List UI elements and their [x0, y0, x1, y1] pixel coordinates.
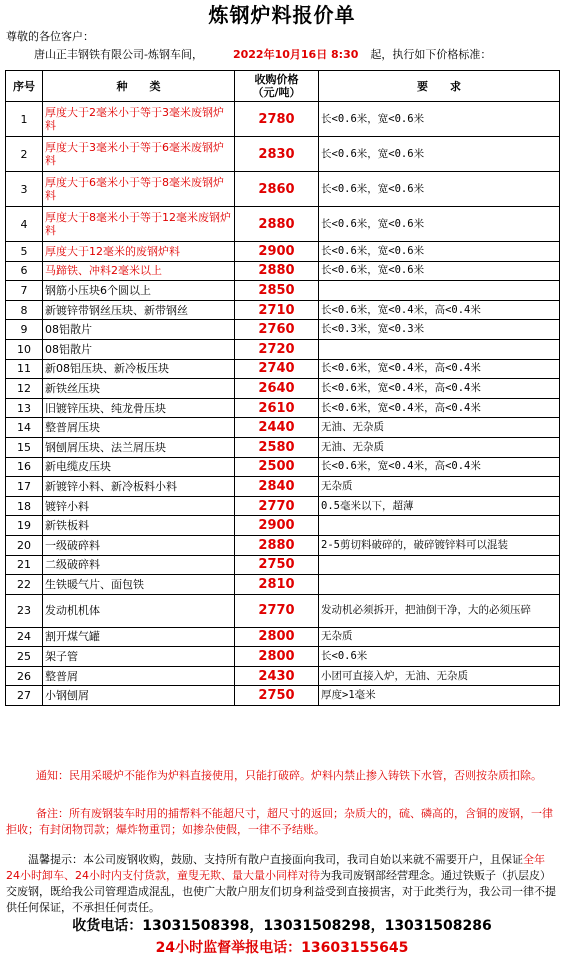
- table-row: [6, 647, 560, 667]
- row-category: 新铁板料: [43, 516, 235, 536]
- table-row: [6, 516, 560, 536]
- table-row: [6, 686, 560, 706]
- row-category: 新镀锌带钢丝压块、新带钢丝: [43, 300, 235, 320]
- row-requirement: 长<0.6米，宽<0.6米: [319, 102, 560, 137]
- table-row: [6, 457, 560, 477]
- row-category: 08铝散片: [43, 339, 235, 359]
- row-price: 2750: [235, 555, 319, 575]
- row-requirement: 长<0.6米，宽<0.6米: [319, 242, 560, 262]
- company-name: 唐山正丰钢铁有限公司-炼钢车间，: [34, 48, 203, 61]
- header-price: [235, 71, 319, 102]
- row-price: 2810: [235, 575, 319, 595]
- row-price: 2440: [235, 418, 319, 438]
- table-row: [6, 398, 560, 418]
- header-requirement: 要 求: [319, 71, 560, 102]
- table-row: [6, 137, 560, 172]
- table-header-row: [6, 71, 560, 102]
- row-number: 18: [6, 496, 43, 516]
- row-category: 新电缆皮压块: [43, 457, 235, 477]
- tip-text: [6, 852, 556, 916]
- table-body: [6, 102, 560, 706]
- row-category: 二级破碎料: [43, 555, 235, 575]
- row-requirement: 长<0.6米，宽<0.4米，高<0.4米: [319, 379, 560, 399]
- table-row: [6, 207, 560, 242]
- row-category: 钢筋小压块6个圆以上: [43, 281, 235, 301]
- row-number: 12: [6, 379, 43, 399]
- row-price: 2800: [235, 627, 319, 647]
- tip-part-3: 为我司废钢部经营理念。通过铁贩子（扒层皮）交废钢，既给我公司管理造成混乱，也使广大散户朋友们切身利益受到直接损害，对于此类行为，我公司一律不提供任何保证，不承担任何责任。: [6, 869, 556, 914]
- table-row: [6, 172, 560, 207]
- row-requirement: 长<0.6米，宽<0.4米，高<0.4米: [319, 300, 560, 320]
- row-number: 26: [6, 666, 43, 686]
- table-row: [6, 627, 560, 647]
- row-price: 2900: [235, 242, 319, 262]
- row-category: 生铁暖气片、面包铁: [43, 575, 235, 595]
- row-price: 2580: [235, 437, 319, 457]
- row-number: 10: [6, 339, 43, 359]
- table-row: [6, 242, 560, 262]
- row-number: 11: [6, 359, 43, 379]
- table-row: [6, 102, 560, 137]
- row-price: 2760: [235, 320, 319, 340]
- remark-text: 备注：所有废钢装车时用的捕帮料不能超尺寸，超尺寸的返回；杂质大的，硫、磷高的，含铜的废钢，一律拒收；有封闭物罚款；爆炸物重罚；如掺杂使假，一律不予结账。: [6, 807, 553, 836]
- row-requirement: 长<0.6米，宽<0.6米: [319, 137, 560, 172]
- row-price: 2430: [235, 666, 319, 686]
- row-category: 旧镀锌压块、纯龙骨压块: [43, 398, 235, 418]
- row-number: 16: [6, 457, 43, 477]
- row-number: 7: [6, 281, 43, 301]
- row-requirement: 厚度>1毫米: [319, 686, 560, 706]
- row-category: 厚度大于3毫米小于等于6毫米废钢炉料: [43, 137, 235, 172]
- row-price: 2640: [235, 379, 319, 399]
- row-price: 2610: [235, 398, 319, 418]
- row-category: 整普屑: [43, 666, 235, 686]
- row-category: 割开煤气罐: [43, 627, 235, 647]
- table-row: [6, 594, 560, 627]
- row-price: 2840: [235, 477, 319, 497]
- table-row: [6, 320, 560, 340]
- table-row: [6, 437, 560, 457]
- header-no: 序号: [6, 71, 43, 102]
- table-row: [6, 418, 560, 438]
- row-price: 2830: [235, 137, 319, 172]
- row-number: 6: [6, 261, 43, 281]
- row-requirement: 无油、无杂质: [319, 418, 560, 438]
- row-category: 新镀锌小料、新冷板料小料: [43, 477, 235, 497]
- row-price: 2800: [235, 647, 319, 667]
- row-number: 27: [6, 686, 43, 706]
- row-category: 厚度大于8毫米小于等于12毫米废钢炉料: [43, 207, 235, 242]
- row-category: 厚度大于2毫米小于等于3毫米废钢炉料: [43, 102, 235, 137]
- row-number: 15: [6, 437, 43, 457]
- table-row: [6, 535, 560, 555]
- row-requirement: [319, 281, 560, 301]
- row-category: 新铁丝压块: [43, 379, 235, 399]
- row-number: 3: [6, 172, 43, 207]
- row-requirement: [319, 575, 560, 595]
- table-row: [6, 281, 560, 301]
- intro-suffix: 起，执行如下价格标准：: [370, 48, 492, 61]
- row-requirement: 0.5毫米以下，超薄: [319, 496, 560, 516]
- table-row: [6, 496, 560, 516]
- row-requirement: 长<0.3米，宽<0.3米: [319, 320, 560, 340]
- row-number: 19: [6, 516, 43, 536]
- row-number: 1: [6, 102, 43, 137]
- intro-line: [34, 48, 554, 62]
- table-row: [6, 359, 560, 379]
- row-number: 24: [6, 627, 43, 647]
- row-number: 14: [6, 418, 43, 438]
- row-price: 2860: [235, 172, 319, 207]
- row-price: 2780: [235, 102, 319, 137]
- table-row: [6, 339, 560, 359]
- row-requirement: 长<0.6米，宽<0.4米，高<0.4米: [319, 359, 560, 379]
- row-category: 小钢刨屑: [43, 686, 235, 706]
- header-category: 种 类: [43, 71, 235, 102]
- row-price: 2880: [235, 535, 319, 555]
- row-category: 架子管: [43, 647, 235, 667]
- row-number: 21: [6, 555, 43, 575]
- row-requirement: 长<0.6米，宽<0.6米: [319, 172, 560, 207]
- row-category: 一级破碎料: [43, 535, 235, 555]
- tip-part-2: 全年24小时卸车、24小时内支付货款，童叟无欺、量大量小同样对待: [6, 853, 545, 882]
- row-price: 2850: [235, 281, 319, 301]
- row-requirement: 2-5剪切料破碎的，破碎镀锌料可以混装: [319, 535, 560, 555]
- row-requirement: 长<0.6米，宽<0.6米: [319, 207, 560, 242]
- row-price: 2770: [235, 496, 319, 516]
- row-price: 2710: [235, 300, 319, 320]
- row-requirement: [319, 339, 560, 359]
- row-category: 整普屑压块: [43, 418, 235, 438]
- row-number: 13: [6, 398, 43, 418]
- header-price-label: 收购价格 （元/吨）: [252, 73, 301, 99]
- row-price: 2720: [235, 339, 319, 359]
- row-requirement: 无杂质: [319, 627, 560, 647]
- row-requirement: 无油、无杂质: [319, 437, 560, 457]
- table-row: [6, 300, 560, 320]
- row-number: 5: [6, 242, 43, 262]
- row-requirement: 小团可直接入炉，无油、无杂质: [319, 666, 560, 686]
- row-category: 08铝散片: [43, 320, 235, 340]
- row-requirement: 发动机必须拆开，把油倒干净，大的必须压碎: [319, 594, 560, 627]
- row-number: 8: [6, 300, 43, 320]
- row-category: 钢刨屑压块、法兰屑压块: [43, 437, 235, 457]
- row-number: 25: [6, 647, 43, 667]
- row-number: 2: [6, 137, 43, 172]
- table-row: [6, 575, 560, 595]
- effective-date: 2022年10月16日 8:30: [232, 48, 359, 61]
- greeting: 尊敬的各位客户：: [6, 30, 94, 43]
- row-requirement: [319, 555, 560, 575]
- row-requirement: 无杂质: [319, 477, 560, 497]
- row-category: 厚度大于6毫米小于等于8毫米废钢炉料: [43, 172, 235, 207]
- price-table: [5, 70, 560, 706]
- row-price: 2750: [235, 686, 319, 706]
- notice-text: 通知：民用采暖炉不能作为炉料直接使用，只能打破碎。炉料内禁止掺入铸铁下水管，否则按杂质扣除。: [36, 769, 542, 782]
- page-title: 炼钢炉料报价单: [208, 3, 356, 27]
- table-row: [6, 477, 560, 497]
- row-requirement: 长<0.6米，宽<0.4米，高<0.4米: [319, 457, 560, 477]
- row-requirement: [319, 516, 560, 536]
- row-requirement: 长<0.6米，宽<0.4米，高<0.4米: [319, 398, 560, 418]
- row-number: 20: [6, 535, 43, 555]
- report-hotline: 24小时监督举报电话：13603155645: [155, 940, 409, 956]
- row-number: 4: [6, 207, 43, 242]
- row-category: 发动机机体: [43, 594, 235, 627]
- table-row: [6, 555, 560, 575]
- row-requirement: 长<0.6米: [319, 647, 560, 667]
- row-number: 9: [6, 320, 43, 340]
- row-price: 2500: [235, 457, 319, 477]
- row-number: 22: [6, 575, 43, 595]
- row-category: 镀锌小料: [43, 496, 235, 516]
- row-category: 厚度大于12毫米的废钢炉料: [43, 242, 235, 262]
- row-price: 2770: [235, 594, 319, 627]
- row-price: 2880: [235, 207, 319, 242]
- row-number: 23: [6, 594, 43, 627]
- row-category: 马蹄铁、冲料2毫米以上: [43, 261, 235, 281]
- row-category: 新08铝压块、新冷板压块: [43, 359, 235, 379]
- row-price: 2880: [235, 261, 319, 281]
- table-row: [6, 379, 560, 399]
- row-price: 2900: [235, 516, 319, 536]
- receiving-phones: 收货电话：13031508398，13031508298，13031508286: [72, 918, 492, 934]
- row-requirement: 长<0.6米，宽<0.6米: [319, 261, 560, 281]
- table-row: [6, 261, 560, 281]
- tip-part-1: 温馨提示：本公司废钢收购，鼓励、支持所有散户直接面向我司，我司自始以来就不需要开户，且保证: [28, 853, 523, 866]
- row-number: 17: [6, 477, 43, 497]
- table-row: [6, 666, 560, 686]
- row-price: 2740: [235, 359, 319, 379]
